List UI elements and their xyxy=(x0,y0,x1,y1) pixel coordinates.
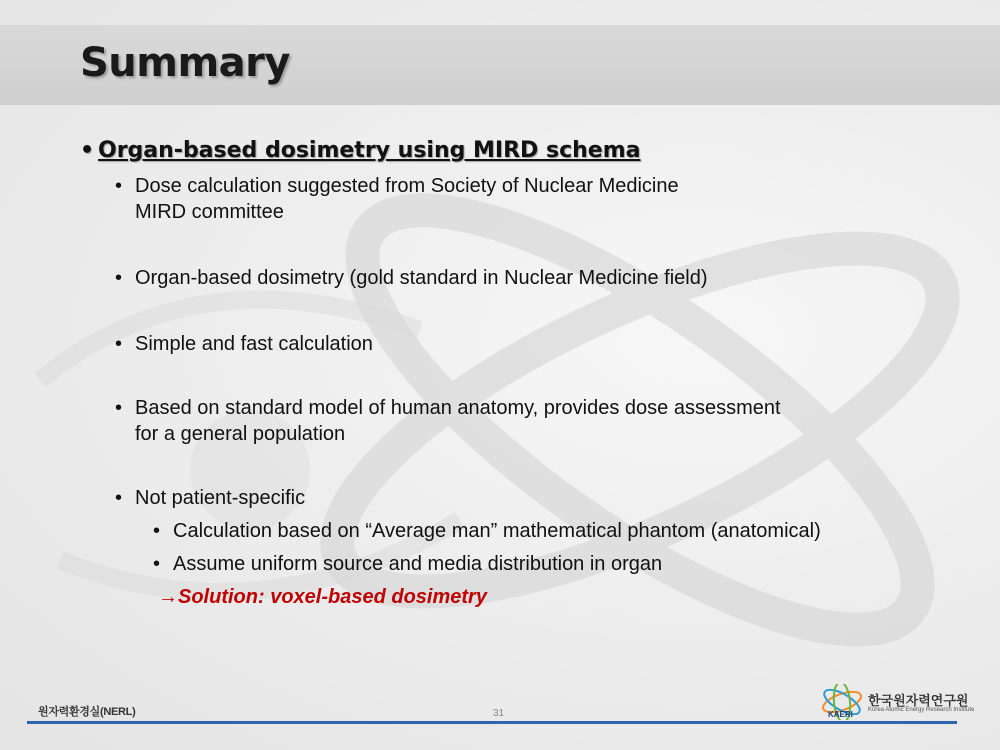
bullet-icon: • xyxy=(115,175,123,197)
bullet-icon: • xyxy=(153,520,161,542)
heading-text: Organ-based dosimetry using MIRD schema xyxy=(98,138,641,163)
item-line: Not patient-specific xyxy=(135,487,306,509)
item-line: Calculation based on “Average man” mathematical phantom (anatomical) xyxy=(173,520,821,542)
logo-english-name: Korea Atomic Energy Research Institute xyxy=(868,707,975,713)
logo-korean-name: 한국원자력연구원 xyxy=(868,693,969,708)
bullet-icon: • xyxy=(115,397,123,419)
list-item xyxy=(115,265,915,291)
bullet-icon: • xyxy=(153,553,161,575)
item-line: Assume uniform source and media distribution in organ xyxy=(173,553,663,575)
item-line: Organ-based dosimetry (gold standard in Nuclear Medicine field) xyxy=(135,267,708,289)
org-label: 원자력환경실(NERL) xyxy=(38,706,136,718)
list-item xyxy=(115,485,915,511)
bullet-icon: • xyxy=(115,487,123,509)
item-line: Based on standard model of human anatomy, provides dose assessment xyxy=(135,397,781,419)
item-line: for a general population xyxy=(135,423,346,445)
solution-line xyxy=(158,584,960,610)
footer-divider xyxy=(27,721,957,724)
list-item xyxy=(115,173,915,225)
sub-list-item xyxy=(153,551,953,577)
item-line: Simple and fast calculation xyxy=(135,333,373,355)
item-line: Dose calculation suggested from Society of Nuclear Medicine xyxy=(135,175,679,197)
bullet-icon: • xyxy=(80,138,95,163)
bullet-icon: • xyxy=(115,333,123,355)
main-heading xyxy=(80,138,960,163)
logo-abbr: KAERI xyxy=(828,710,853,719)
solution-text: Solution: voxel-based dosimetry xyxy=(178,586,487,608)
sub-list-item xyxy=(153,518,953,544)
list-item xyxy=(115,331,915,357)
bullet-icon: • xyxy=(115,267,123,289)
item-line: MIRD committee xyxy=(135,201,284,223)
list-item xyxy=(115,395,915,447)
slide-content xyxy=(80,138,960,610)
page-number: 31 xyxy=(493,708,505,719)
slide-title: Summary xyxy=(80,40,290,86)
arrow-right-icon: → xyxy=(158,586,178,608)
